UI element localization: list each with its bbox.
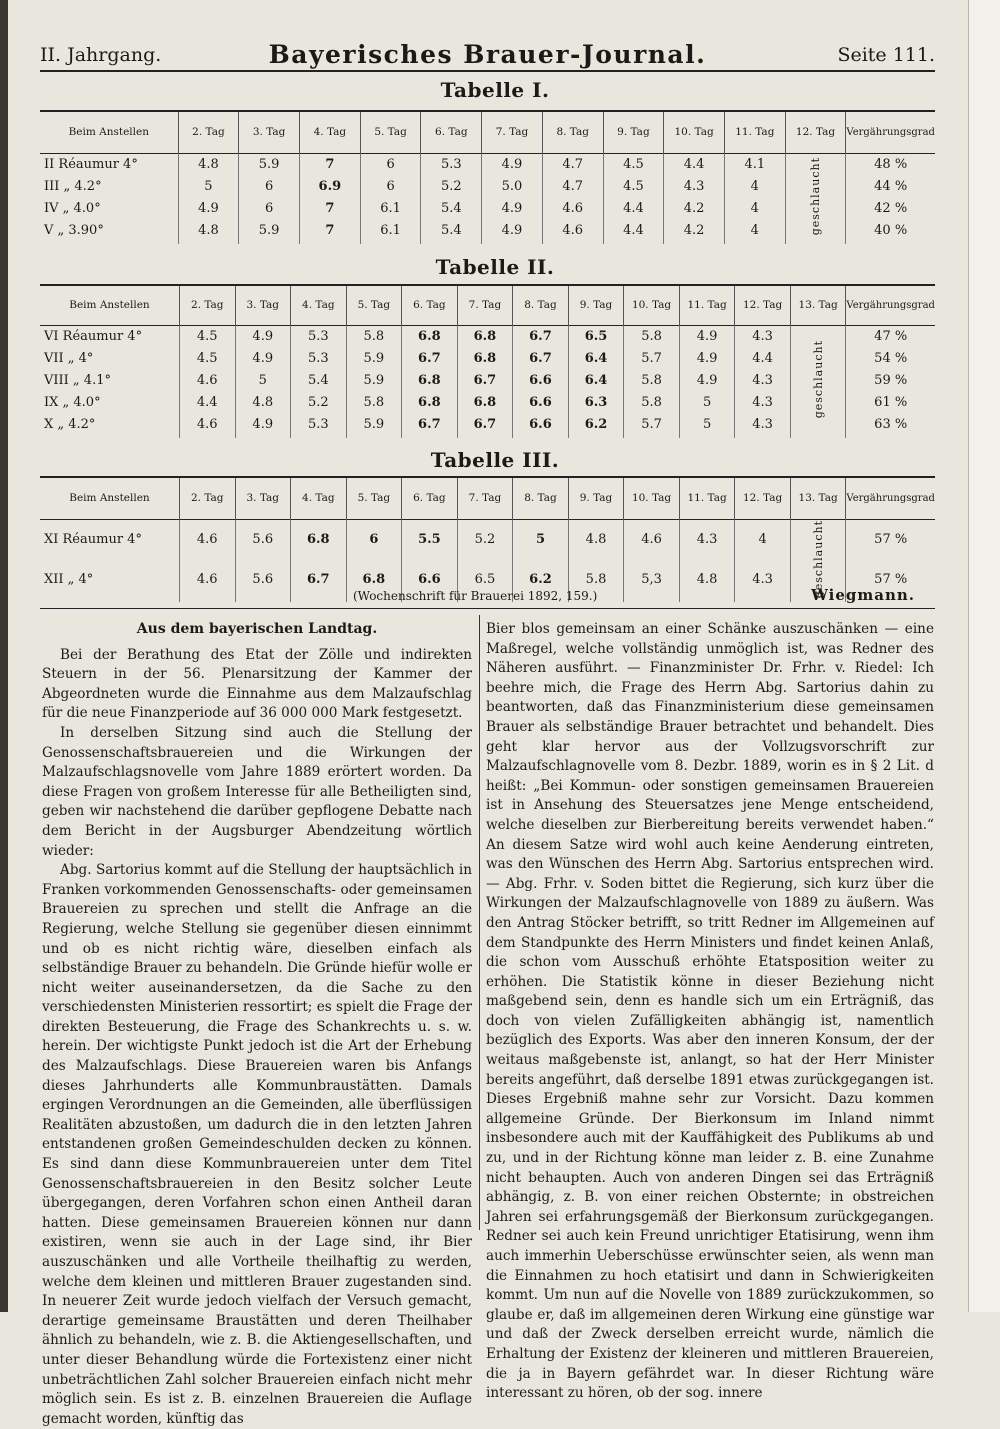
column-header: 9. Tag: [568, 285, 624, 325]
column-header: 9. Tag: [603, 111, 664, 153]
table-cell: 6.8: [457, 392, 513, 414]
source-citation: (Wochenschrift für Brauerei 1892, 159.): [353, 589, 598, 603]
table-1-title: Tabelle I.: [440, 78, 550, 102]
column-header: 10. Tag: [664, 111, 725, 153]
column-header: 4. Tag: [291, 285, 347, 325]
table-cell: 4.9: [679, 348, 735, 370]
table-cell: 5.9: [239, 220, 300, 244]
column-header: 12. Tag: [735, 477, 791, 519]
table-cell: 5: [235, 370, 291, 392]
table-cell: 5.0: [482, 176, 543, 198]
column-header: 6. Tag: [421, 111, 482, 153]
table-cell: 4.9: [679, 370, 735, 392]
table-cell: 4.6: [542, 220, 603, 244]
table-cell: 4: [735, 519, 791, 559]
table-cell: 4.5: [179, 325, 235, 348]
table-cell: 5.4: [421, 198, 482, 220]
fermentation-degree-cell: 42 %: [846, 198, 935, 220]
table-cell: 5.9: [346, 414, 402, 438]
table-cell: 4.5: [603, 176, 664, 198]
table-cell: 5,3: [624, 559, 680, 602]
table-source: [40, 586, 935, 608]
table-cell: 4.6: [179, 414, 235, 438]
table-cell: 6.7: [402, 414, 458, 438]
column-header: 11. Tag: [679, 477, 735, 519]
table-cell: 5.4: [421, 220, 482, 244]
table-cell: 6.8: [291, 519, 347, 559]
table-cell: 4.1: [724, 153, 785, 176]
racked-note: geschlaucht: [790, 325, 846, 438]
table-cell: 4.3: [679, 519, 735, 559]
row-label: IX „ 4.0°: [44, 395, 101, 410]
journal-page: [30, 0, 960, 1427]
table-cell: 6.5: [457, 559, 513, 602]
table-cell: 4.9: [679, 325, 735, 348]
table-cell: 5.5: [402, 519, 458, 559]
column-header: 10. Tag: [624, 285, 680, 325]
column-header: Beim Anstellen: [68, 126, 150, 139]
table-cell: 4.5: [603, 153, 664, 176]
table-cell: 6.1: [360, 198, 421, 220]
article-paragraph: Bier blos gemeinsam an einer Schänke auszuschänken — eine Maßregel, welche vollständig unmöglich ist, was Redner des Näheren ausführt. — Finanzminister Dr. Frhr. v. Riedel: Ich beehre mich, die Frage des Herrn Abg. Sartorius dahin zu beantworten, daß das Finanzministerium diese gemeinsamen Brauer als selbständige Brauer betrachtet und behandelt. Dies geht klar hervor aus der Vollzugsvorschrift zur Malzaufschlagnovelle vom 8. Dezbr. 1889, worin es in § 2 Lit. d heißt: „Bei Kommun- oder sonstigen gemeinsamen Brauereien ist in Ansehung des Steuersatzes jene Menge entscheidend, welche dieselben zur Bierbereitung bereits verwendet haben.“ An diesem Satze wird wohl auch keine Aenderung eintreten, was den Wünschen des Herrn Abg. Sartorius entsprechen wird. — Abg. Frhr. v. Soden bittet die Regierung, sich kurz über die Wirkungen der Malzaufschlagnovelle von 1889 zu äußern. Was den Antrag Stöcker betrifft, so tritt Redner im Allgemeinen auf dem Standpunkte des Herrn Ministers und findet keinen Anlaß, die schon vom Ausschuß erhöhte Etatsposition weiter zu erhöhen. Die Statistik könne in dieser Beziehung nicht maßgebend sein, denn es handle sich um ein Erträgniß, das doch von vielen Zufälligkeiten abhängig ist, namentlich bezüglich des Exports. Was aber den inneren Konsum, der der weitaus maßgebenste ist, anlangt, so hat der Herr Minister bereits angeführt, daß derselbe 1891 etwas zurückgegangen ist. Dieses Ergebniß mahne sehr zur Vorsicht. Dazu kommen allgemeine Gründe. Der Bierkonsum im Inland nimmt insbesondere auch mit der Kauffähigkeit des Publikums ab und zu, und in der Richtung könne man leider z. B. eine Zunahme nicht behaupten. Auch von anderen Dingen sei das Erträgniß abhängig, z. B. von einer reichen Obsternte; in obstreichen Jahren sei erfahrungsgemäß der Bierkonsum zurückgegangen. Redner sei auch kein Freund unrichtiger Etatisirung, wenn ihm auch immerhin Ueberschüsse erwünschter seien, als wenn man die Einnahmen zu hoch etatisirt und dann in Schwierigkeiten kommt. Um nun auf die Novelle von 1889 zurückzukommen, so glaube er, daß im allgemeinen deren Wirkung eine günstige war und daß der Zweck derselben erreicht wurde, nämlich die Erhaltung der Existenz der kleineren und mittleren Brauereien, die ja in Bayern gefährdet war. In dieser Richtung wäre interessant zu hören, ob der sog. innere: [486, 621, 934, 1402]
table-cell: 4.3: [664, 176, 725, 198]
row-label: VII „ 4°: [44, 351, 94, 366]
table-cell: 5.8: [624, 325, 680, 348]
table-cell: 5.7: [624, 414, 680, 438]
table-cell: 6.7: [291, 559, 347, 602]
fermentation-degree-cell: 40 %: [846, 220, 935, 244]
table-cell: 4.9: [235, 414, 291, 438]
column-header: 4. Tag: [291, 477, 347, 519]
table-row: [40, 519, 935, 559]
column-header: 3. Tag: [235, 477, 291, 519]
column-header: 7. Tag: [482, 111, 543, 153]
column-divider: [479, 615, 480, 1230]
table-cell: 6.6: [513, 370, 569, 392]
table-3-title: Tabelle III.: [430, 448, 560, 472]
table-cell: 6.6: [402, 559, 458, 602]
column-header: 2. Tag: [179, 477, 235, 519]
table-cell: 4.7: [542, 153, 603, 176]
column-header: 7. Tag: [457, 477, 513, 519]
column-header: 3. Tag: [235, 285, 291, 325]
table-cell: 5.3: [291, 348, 347, 370]
table-cell: 6.2: [513, 559, 569, 602]
row-label: X „ 4.2°: [44, 417, 96, 432]
table-cell: 6.7: [513, 348, 569, 370]
table-cell: 4.6: [542, 198, 603, 220]
row-label: III „ 4.2°: [44, 179, 102, 194]
table-cell: 4.9: [482, 153, 543, 176]
column-header: 8. Tag: [542, 111, 603, 153]
table-cell: 5: [178, 176, 239, 198]
table-cell: 4.4: [735, 348, 791, 370]
article-paragraph: In derselben Sitzung sind auch die Stellung der Genossenschaftsbrauereien und die Wirkungen der Malzaufschlagsnovelle vom Jahre 1889 erörtert worden. Da diese Fragen von großem Interesse für alle Betheiligten sind, geben wir nachstehend die darüber gepflogene Debatte nach dem Bericht in der Augsburger Abendzeitung wörtlich wieder:: [42, 724, 472, 859]
column-header: 10. Tag: [624, 477, 680, 519]
table-cell: 4.9: [178, 198, 239, 220]
column-header: 11. Tag: [679, 285, 735, 325]
table-cell: 6.1: [360, 220, 421, 244]
column-header: 9. Tag: [568, 477, 624, 519]
table-cell: 4.4: [603, 198, 664, 220]
table-cell: 6.6: [513, 414, 569, 438]
column-header: 7. Tag: [457, 285, 513, 325]
table-row: [40, 153, 935, 176]
fermentation-degree-cell: 44 %: [846, 176, 935, 198]
racked-note: geschlaucht: [785, 153, 846, 244]
table-cell: 6: [360, 176, 421, 198]
table-3: [40, 476, 935, 602]
table-cell: 4.6: [179, 370, 235, 392]
row-label: V „ 3.90°: [44, 223, 104, 238]
table-cell: 4.7: [542, 176, 603, 198]
fermentation-degree-cell: 63 %: [846, 414, 935, 438]
table-cell: 4: [724, 198, 785, 220]
row-label: VIII „ 4.1°: [44, 373, 111, 388]
table-cell: 4.8: [178, 220, 239, 244]
table-cell: 4.9: [235, 325, 291, 348]
table-cell: 5.7: [624, 348, 680, 370]
row-label: IV „ 4.0°: [44, 201, 101, 216]
table-cell: 4.8: [568, 519, 624, 559]
column-header: 2. Tag: [179, 285, 235, 325]
table-cell: 4.8: [178, 153, 239, 176]
table-cell: 5.8: [346, 392, 402, 414]
column-header: Vergährungsgrad: [846, 111, 935, 153]
row-label: VI Réaumur 4°: [44, 329, 143, 344]
fermentation-degree-cell: 54 %: [846, 348, 935, 370]
table-cell: 5.8: [346, 325, 402, 348]
table-cell: 6.7: [457, 370, 513, 392]
table-cell: 5: [513, 519, 569, 559]
table-cell: 5.3: [291, 325, 347, 348]
table-2-title: Tabelle II.: [435, 255, 555, 279]
table-cell: 6.4: [568, 348, 624, 370]
table-cell: 5.6: [235, 559, 291, 602]
table-cell: 4.8: [679, 559, 735, 602]
table-cell: 6.5: [568, 325, 624, 348]
table-cell: 5: [679, 392, 735, 414]
column-header: 6. Tag: [402, 285, 458, 325]
volume-label: II. Jahrgang.: [40, 44, 162, 66]
table-cell: 4: [724, 220, 785, 244]
table-row: [40, 325, 935, 348]
table-cell: 4.8: [235, 392, 291, 414]
table-cell: 6.7: [402, 348, 458, 370]
table-cell: 4.6: [624, 519, 680, 559]
table-cell: 4: [724, 176, 785, 198]
table-cell: 4.2: [664, 220, 725, 244]
table-cell: 6.2: [568, 414, 624, 438]
column-header: 2. Tag: [178, 111, 239, 153]
table-cell: 7: [299, 153, 360, 176]
table-cell: 6.8: [457, 348, 513, 370]
column-header: 12. Tag: [735, 285, 791, 325]
table-cell: 4.2: [664, 198, 725, 220]
column-header: Beim Anstellen: [69, 492, 150, 505]
column-header: 5. Tag: [346, 477, 402, 519]
page-header: [40, 38, 935, 72]
table-cell: 6: [239, 198, 300, 220]
column-header: 12. Tag: [785, 111, 846, 153]
fermentation-degree-cell: 57 %: [846, 519, 935, 559]
table-cell: 4.3: [735, 559, 791, 602]
table-cell: 4.3: [735, 370, 791, 392]
table-cell: 6: [360, 153, 421, 176]
table-cell: 6.4: [568, 370, 624, 392]
table-cell: 5.3: [421, 153, 482, 176]
column-header: 5. Tag: [346, 285, 402, 325]
table-2: [40, 284, 935, 438]
table-cell: 6.8: [346, 559, 402, 602]
section-rule: [40, 608, 935, 609]
column-header: Vergährungsgrad: [846, 477, 935, 519]
table-cell: 4.4: [603, 220, 664, 244]
article-heading: Aus dem bayerischen Landtag.: [136, 621, 378, 637]
table-cell: 5.8: [624, 392, 680, 414]
table-cell: 4.4: [664, 153, 725, 176]
table-cell: 6.7: [457, 414, 513, 438]
row-label: XI Réaumur 4°: [44, 531, 142, 547]
column-header: 4. Tag: [299, 111, 360, 153]
table-cell: 5.3: [291, 414, 347, 438]
table-cell: 4.3: [735, 325, 791, 348]
row-label: II Réaumur 4°: [44, 157, 138, 172]
article-column-right: [486, 620, 934, 1404]
table-cell: 4.5: [179, 348, 235, 370]
table-cell: 5.9: [346, 348, 402, 370]
journal-title: Bayerisches Brauer-Journal.: [268, 40, 707, 69]
table-cell: 4.4: [179, 392, 235, 414]
column-header: 11. Tag: [724, 111, 785, 153]
table-cell: 5.2: [291, 392, 347, 414]
fermentation-degree-cell: 47 %: [846, 325, 935, 348]
racked-note: geschlaucht: [790, 519, 846, 602]
column-header: 8. Tag: [513, 477, 569, 519]
column-header: 13. Tag: [790, 477, 846, 519]
fermentation-degree-cell: 59 %: [846, 370, 935, 392]
fermentation-degree-cell: 57 %: [846, 559, 935, 602]
table-cell: 6.8: [457, 325, 513, 348]
row-label: XII „ 4°: [44, 571, 94, 587]
table-cell: 5.2: [421, 176, 482, 198]
table-cell: 6.8: [402, 392, 458, 414]
table-cell: 5.9: [346, 370, 402, 392]
table-cell: 6.9: [299, 176, 360, 198]
column-header: 5. Tag: [360, 111, 421, 153]
table-cell: 4.3: [735, 392, 791, 414]
fermentation-degree-cell: 61 %: [846, 392, 935, 414]
fermentation-degree-cell: 48 %: [846, 153, 935, 176]
source-author: Wiegmann.: [811, 586, 915, 604]
article-paragraph: Abg. Sartorius kommt auf die Stellung der hauptsächlich in Franken vorkommenden Genossenschafts- oder gemeinsamen Brauereien zu sprechen und stellt die Anfrage an die Regierung, welche Stellung sie gegenüber diesen einnimmt und ob es nicht richtig wäre, dieselben einfach als selbständige Brauer zu behandeln. Die Gründe hiefür wolle er nicht weiter auseinandersetzen, da die Sache zu den verschiedensten Ministerien ressortirt; es spielt die Frage der direkten Besteuerung, die Frage des Schankrechts u. s. w. herein. Der wichtigste Punkt jedoch ist die Art der Erhebung des Malzaufschlags. Diese Brauereien waren bis Anfangs dieses Jahrhunderts alle Kommunbraustätten. Damals ergingen Verordnungen an die Gemeinden, alle überflüssigen Realitäten abzustoßen, um dadurch die in den letzten Jahren entstandenen großen Gemeindeschulden decken zu können. Es sind dann diese Kommunbrauereien unter dem Titel Genossenschaftsbrauereien in den Besitz solcher Leute übergegangen, deren Vorfahren schon einen Antheil daran hatten. Diese gemeinsamen Brauereien können nur dann existiren, wenn sie auch in der Lage sind, ihr Bier auszuschänken und alle Vortheile theilhaftig zu werden, welche dem kleinen und mittleren Brauer zugestanden sind. In neuerer Zeit wurde jedoch vielfach der Versuch gemacht, derartige gemeinsame Braustätten und deren Theilhaber ähnlich zu behandeln, wie z. B. die Aktiengesellschaften, und unter dieser Behandlung würde die Fortexistenz einer nicht unbeträchtlichen Zahl solcher Brauereien einfach nicht mehr möglich sein. Es ist z. B. einzelnen Brauereien die Auflage gemacht worden, künftig das: [42, 862, 472, 1427]
table-cell: 6.6: [513, 392, 569, 414]
book-spine-shadow: [0, 0, 8, 1312]
column-header: 8. Tag: [513, 285, 569, 325]
table-cell: 6.8: [402, 325, 458, 348]
column-header: 3. Tag: [239, 111, 300, 153]
page-number: Seite 111.: [837, 44, 935, 66]
table-cell: 7: [299, 220, 360, 244]
table-cell: 4.9: [482, 198, 543, 220]
table-cell: 4.6: [179, 559, 235, 602]
table-cell: 5.9: [239, 153, 300, 176]
table-cell: 5.4: [291, 370, 347, 392]
table-cell: 6: [346, 519, 402, 559]
table-cell: 5.8: [624, 370, 680, 392]
table-cell: 5: [679, 414, 735, 438]
header-rule: [40, 70, 935, 72]
table-cell: 6.3: [568, 392, 624, 414]
column-header: Vergährungsgrad: [846, 285, 935, 325]
table-cell: 6.8: [402, 370, 458, 392]
table-cell: 5.6: [235, 519, 291, 559]
table-cell: 4.9: [482, 220, 543, 244]
table-cell: 4.9: [235, 348, 291, 370]
table-cell: 4.6: [179, 519, 235, 559]
table-cell: 5.2: [457, 519, 513, 559]
table-cell: 6.7: [513, 325, 569, 348]
table-1: [40, 110, 935, 244]
table-cell: 6: [239, 176, 300, 198]
table-cell: 4.3: [735, 414, 791, 438]
column-header: 6. Tag: [402, 477, 458, 519]
adjacent-page-margin: [968, 0, 1000, 1312]
article-paragraph: Bei der Berathung des Etat der Zölle und indirekten Steuern in der 56. Plenarsitzung der Kammer der Abgeordneten wurde die Einnahme aus dem Malzaufschlag für die neue Finanzperiode auf 36 000 000 Mark festgesetzt.: [42, 646, 472, 722]
column-header: 13. Tag: [790, 285, 846, 325]
table-cell: 5.8: [568, 559, 624, 602]
column-header: Beim Anstellen: [69, 299, 150, 312]
article-column-left: [42, 620, 472, 1429]
table-cell: 7: [299, 198, 360, 220]
